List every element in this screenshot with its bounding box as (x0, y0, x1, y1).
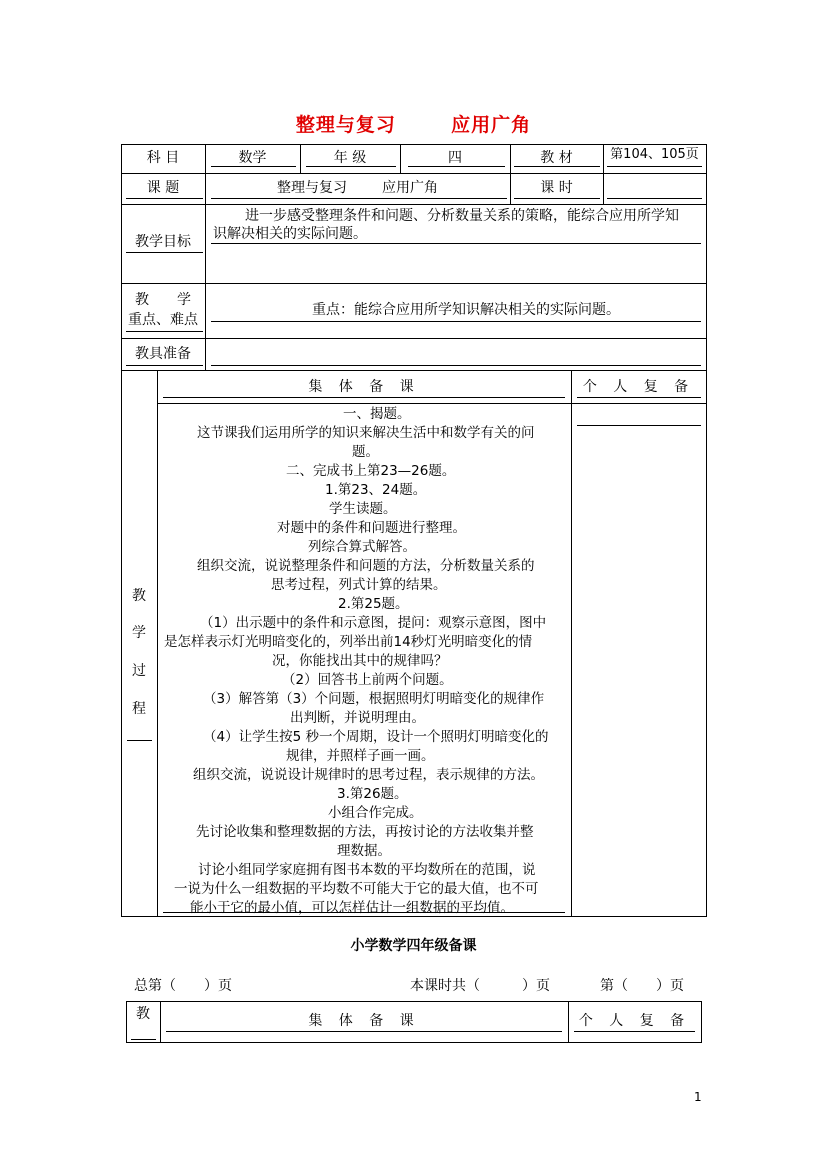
textbook-value: 第104、105页 (610, 147, 699, 162)
focus-label-2: 重点、难点 (128, 312, 198, 328)
goals-text-2: 识解决相关的实际问题。 (213, 226, 367, 242)
footer-personal-header: 个 人 复 备 (578, 1013, 691, 1029)
textbook-label: 教 材 (540, 150, 573, 166)
process-line: 组织交流，说说设计规律时的思考过程，表示规律的方法。 (193, 767, 544, 783)
footer-group-header: 集 体 备 课 (308, 1013, 420, 1029)
page-title (0, 110, 827, 137)
footer-title: 小学数学四年级备课 (350, 938, 477, 954)
process-line: 思考过程，列式计算的结果。 (271, 577, 447, 593)
process-line: 3.第26题。 (337, 786, 408, 802)
process-line: （1）出示题中的条件和示意图，提问：观察示意图，图中 (200, 615, 547, 631)
process-line: 题。 (352, 444, 379, 460)
goals-text-1: 进一步感受整理条件和问题、分析数量关系的策略，能综合应用所学知 (245, 208, 679, 224)
process-line: 小组合作完成。 (328, 805, 423, 821)
title-right: 应用广角 (451, 114, 532, 136)
subject-value: 数学 (238, 150, 267, 166)
process-line: 列综合算式解答。 (308, 539, 416, 555)
title-left: 整理与复习 (295, 114, 396, 136)
focus-label-1: 教 学 (135, 292, 191, 308)
process-line: 对题中的条件和问题进行整理。 (277, 520, 466, 536)
personal-prep-header: 个 人 复 备 (582, 379, 695, 395)
tools-label: 教具准备 (135, 346, 191, 362)
total-pages: 总第（ ）页 (134, 978, 232, 994)
lesson-label: 课 题 (146, 180, 180, 196)
process-line: 理数据。 (337, 843, 391, 859)
hours-label: 课 时 (540, 180, 573, 196)
process-line: （2）回答书上前两个问题。 (282, 672, 453, 688)
process-line: 况，你能找出其中的规律吗？ (272, 653, 448, 669)
goals-label: 教学目标 (135, 234, 191, 250)
process-line: 二、完成书上第23—26题。 (286, 463, 456, 479)
process-label-char: 教 (132, 588, 146, 604)
process-line: （3）解答第（3）个问题，根据照明灯明暗变化的规律作 (203, 691, 545, 707)
focus-text: 重点：能综合应用所学知识解决相关的实际问题。 (312, 302, 620, 318)
process-line: 学生读题。 (329, 501, 397, 517)
process-line: 这节课我们运用所学的知识来解决生活中和数学有关的问 (197, 425, 535, 441)
process-line: 2.第25题。 (338, 596, 409, 612)
page-number: 1 (694, 1090, 702, 1104)
process-line: 能小于它的最小值，可以怎样估计一组数据的平均值。 (190, 900, 514, 916)
subject-label: 科 目 (146, 150, 180, 166)
grade-value: 四 (448, 150, 462, 166)
process-line: 一、揭题。 (343, 406, 411, 422)
lesson-value-right: 应用广角 (381, 180, 438, 196)
process-line: 一说为什么一组数据的平均数不可能大于它的最大值，也不可 (174, 881, 539, 897)
process-line: 规律，并照样子画一画。 (286, 748, 435, 764)
process-line: 组织交流，说说整理条件和问题的方法，分析数量关系的 (197, 558, 535, 574)
lesson-value-left: 整理与复习 (277, 180, 348, 196)
process-label-char: 学 (132, 625, 146, 641)
process-line: 出判断，并说明理由。 (290, 710, 425, 726)
process-line: 1.第23、24题。 (325, 482, 427, 498)
group-prep-header: 集 体 备 课 (308, 379, 420, 395)
process-line: 讨论小组同学家庭拥有图书本数的平均数所在的范围，说 (198, 862, 536, 878)
page-no: 第（ ）页 (600, 978, 684, 994)
process-label-char: 过 (132, 663, 146, 679)
process-line: （4）让学生按5 秒一个周期，设计一个照明灯明暗变化的 (203, 729, 549, 745)
lesson-value (205, 179, 510, 197)
hours-total: 本课时共（ ）页 (410, 978, 550, 994)
process-label-char: 程 (132, 701, 146, 717)
grade-label: 年 级 (333, 150, 367, 166)
process-line: 是怎样表示灯光明暗变化的，列举出前14秒灯光明暗变化的情 (164, 634, 533, 650)
process-line: 先讨论收集和整理数据的方法，再按讨论的方法收集并整 (196, 824, 534, 840)
footer-label-char: 教 (136, 1006, 150, 1022)
